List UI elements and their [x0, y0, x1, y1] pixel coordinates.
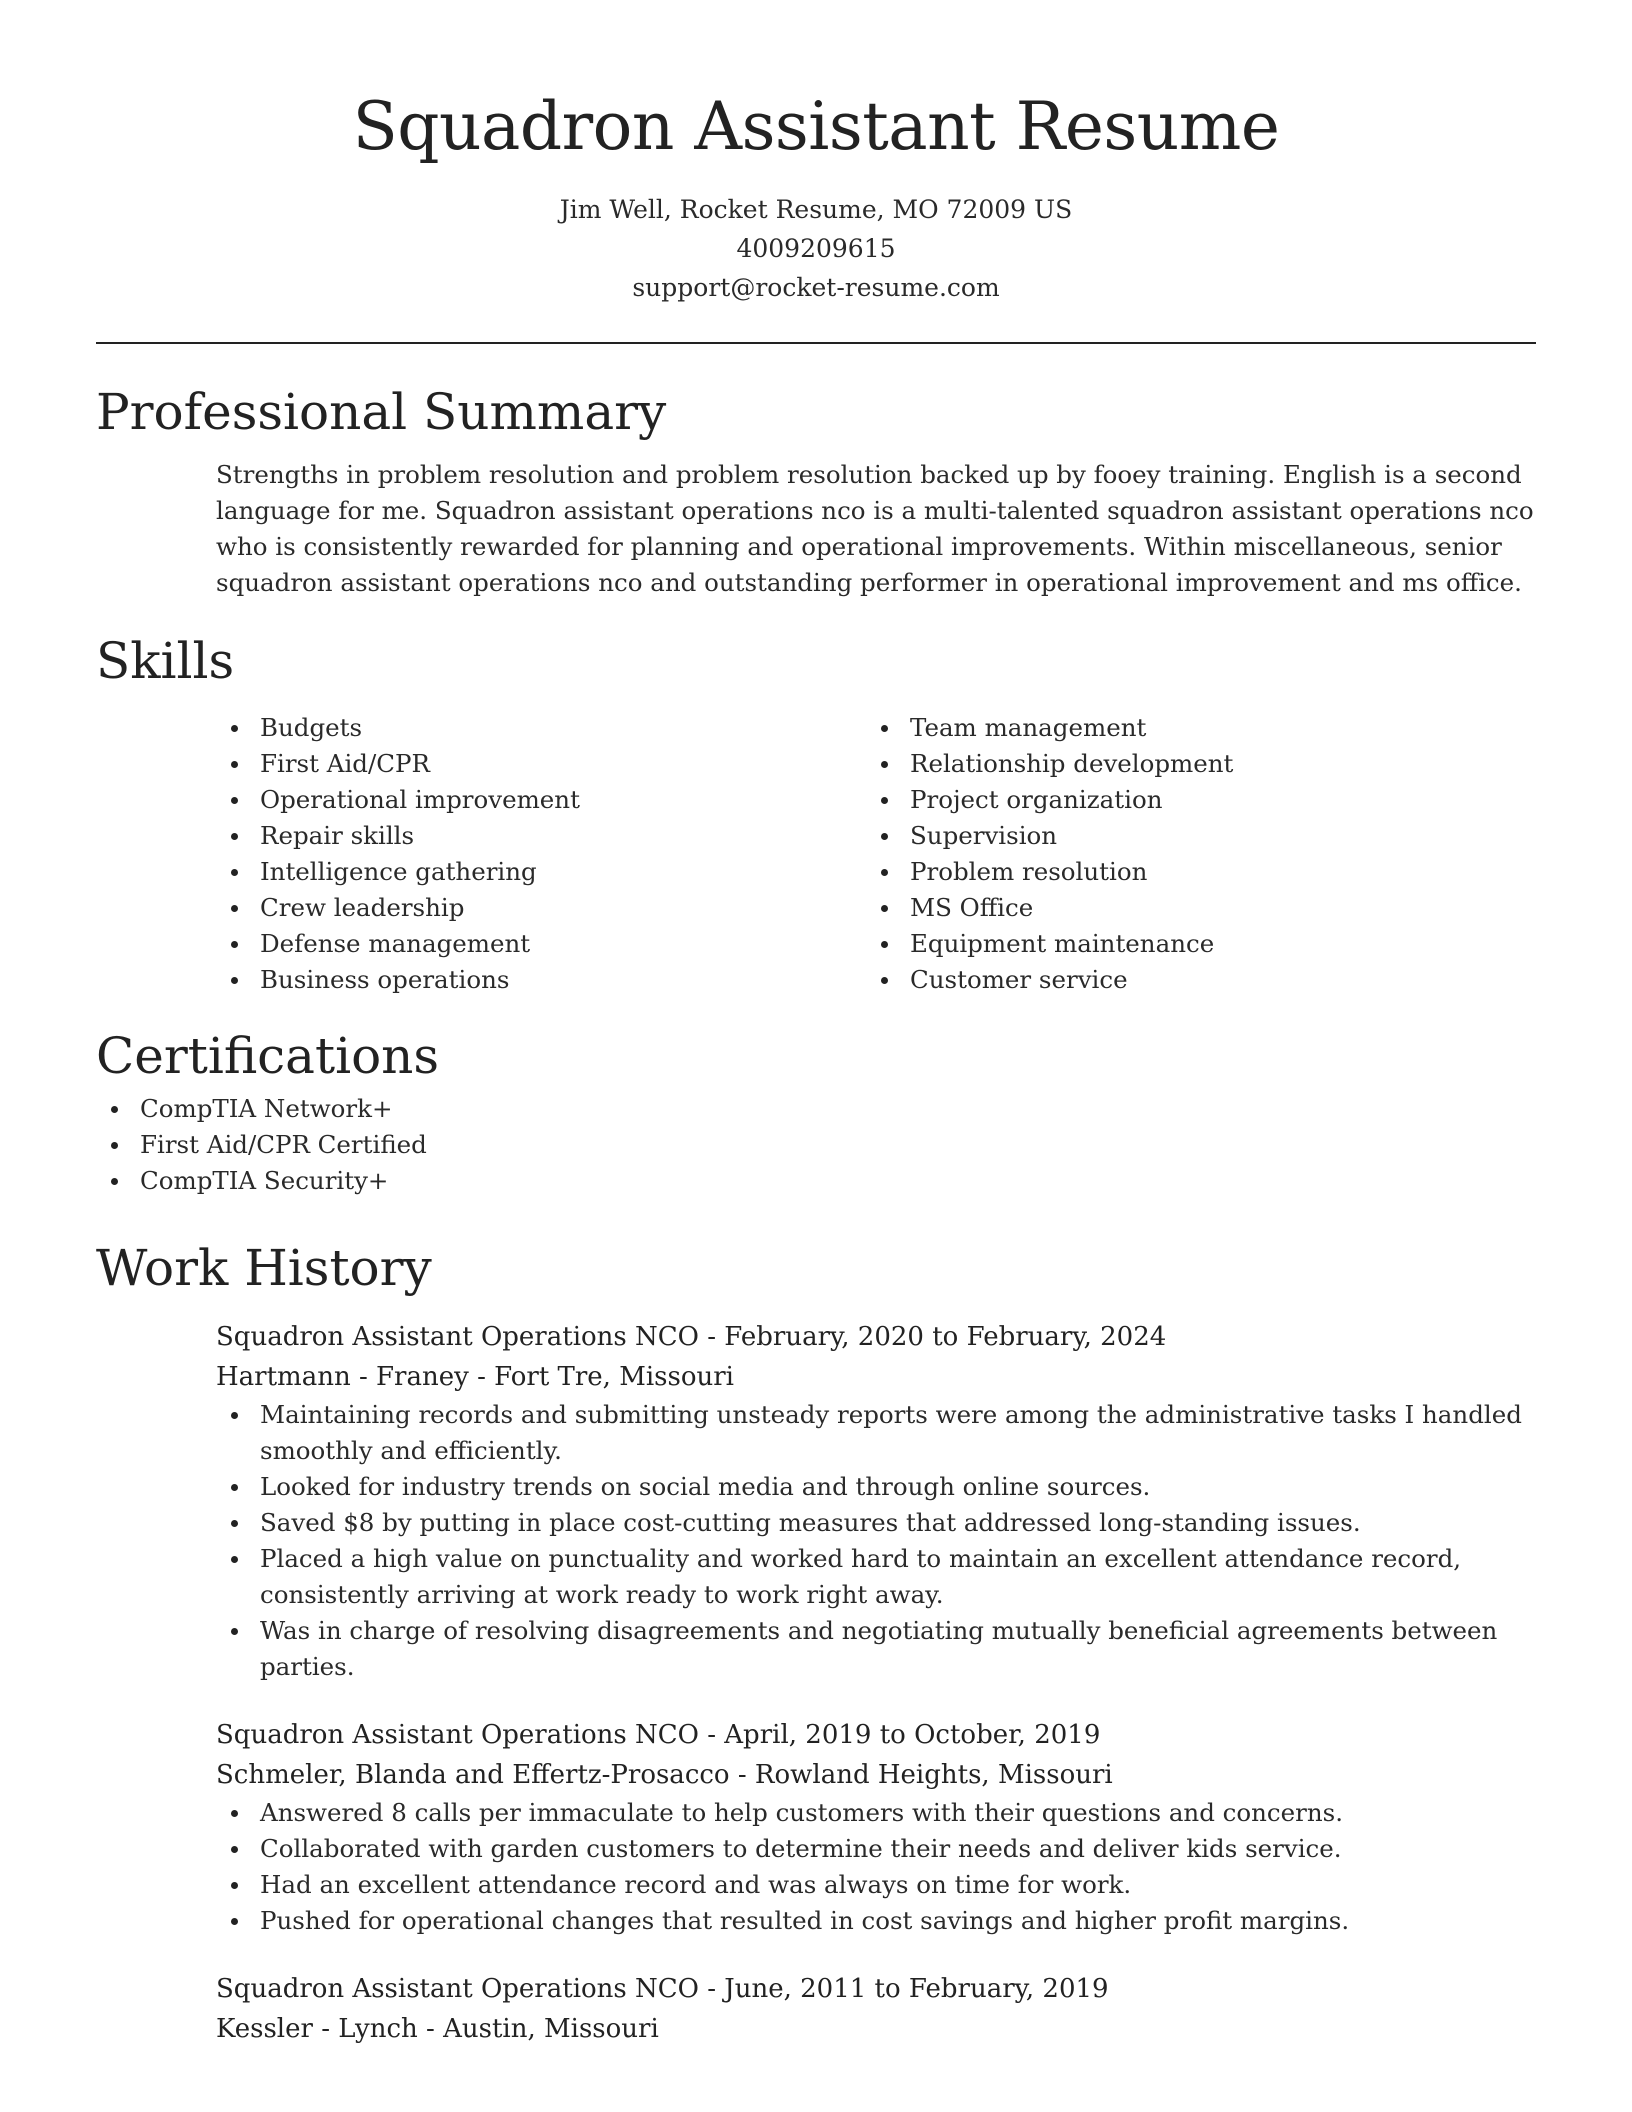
resume-header: [0, 82, 1632, 307]
job-company-line: Hartmann - Franey - Fort Tre, Missouri: [216, 1362, 734, 1392]
skills-list-right: [866, 710, 1486, 998]
skill-item: Team management: [866, 710, 1486, 746]
job-entry: [216, 1969, 1536, 2049]
certifications-section: [96, 1021, 1536, 1199]
job-bullets: [216, 1397, 1536, 1685]
summary-heading: Professional Summary: [96, 383, 667, 441]
resume-title: Squadron Assistant Resume: [352, 88, 1280, 165]
skill-item: Defense management: [216, 926, 836, 962]
job-bullet: Answered 8 calls per immaculate to help customers with their questions and concerns.: [216, 1795, 1536, 1831]
summary-text: Strengths in problem resolution and problem resolution backed up by fooey training. English is a second language for me. Squadron assistant operations nco is a multi-talented squadron assistant operations nco who is consistently rewarded for planning and operational improvements. Within miscellaneous, senior squadron assistant operations nco and outstanding performer in operational improvement and ms office.: [216, 460, 1534, 597]
job-title-line: Squadron Assistant Operations NCO - February, 2020 to February, 2024: [216, 1322, 1167, 1352]
job-bullet: Saved $8 by putting in place cost-cutting measures that addressed long-standing issues.: [216, 1505, 1536, 1541]
skills-section: [96, 626, 1536, 1010]
job-bullet: Was in charge of resolving disagreements and negotiating mutually beneficial agreements between parties.: [216, 1613, 1536, 1685]
job-bullet: Placed a high value on punctuality and worked hard to maintain an excellent attendance record, consistently arriving at work ready to work right away.: [216, 1541, 1536, 1613]
skills-list-left: [216, 710, 836, 998]
certifications-heading: Certifications: [96, 1027, 440, 1085]
job-company-line: Kessler - Lynch - Austin, Missouri: [216, 2014, 659, 2044]
skills-columns: [216, 710, 1536, 1010]
job-bullet: Looked for industry trends on social media and through online sources.: [216, 1469, 1536, 1505]
skill-item: Intelligence gathering: [216, 854, 836, 890]
skills-heading: Skills: [96, 632, 235, 690]
job-title-line: Squadron Assistant Operations NCO - June, 2011 to February, 2019: [216, 1974, 1109, 2004]
skill-item: Project organization: [866, 782, 1486, 818]
contact-address: Jim Well, Rocket Resume, MO 72009 US: [559, 195, 1073, 224]
job-company-line: Schmeler, Blanda and Effertz-Prosacco - Rowland Heights, Missouri: [216, 1760, 1113, 1790]
skill-item: Problem resolution: [866, 854, 1486, 890]
skill-item: Operational improvement: [216, 782, 836, 818]
job-bullet: Collaborated with garden customers to determine their needs and deliver kids service.: [216, 1831, 1536, 1867]
skill-item: Business operations: [216, 962, 836, 998]
certification-item: First Aid/CPR Certified: [96, 1127, 1536, 1163]
certification-item: CompTIA Security+: [96, 1163, 1536, 1199]
skill-item: Customer service: [866, 962, 1486, 998]
skill-item: First Aid/CPR: [216, 746, 836, 782]
job-bullet: Pushed for operational changes that resulted in cost savings and higher profit margins.: [216, 1903, 1536, 1939]
skill-item: Crew leadership: [216, 890, 836, 926]
certification-item: CompTIA Network+: [96, 1091, 1536, 1127]
summary-section: [96, 377, 1536, 601]
job-bullet: Had an excellent attendance record and was always on time for work.: [216, 1867, 1536, 1903]
work-history-section: [96, 1233, 1536, 2049]
contact-email: support@rocket-resume.com: [632, 273, 1000, 302]
certifications-list: [96, 1091, 1536, 1199]
contact-block: [0, 190, 1632, 307]
skill-item: MS Office: [866, 890, 1486, 926]
skill-item: Repair skills: [216, 818, 836, 854]
work-history-heading: Work History: [96, 1239, 432, 1297]
job-entry: [216, 1317, 1536, 1685]
skill-item: Budgets: [216, 710, 836, 746]
job-bullets: [216, 1795, 1536, 1939]
skill-item: Equipment maintenance: [866, 926, 1486, 962]
job-bullet: Maintaining records and submitting unsteady reports were among the administrative tasks I handled smoothly and efficiently.: [216, 1397, 1536, 1469]
job-entry: [216, 1715, 1536, 1939]
contact-phone: 4009209615: [736, 234, 896, 263]
header-divider: [96, 342, 1536, 344]
skill-item: Supervision: [866, 818, 1486, 854]
job-title-line: Squadron Assistant Operations NCO - April, 2019 to October, 2019: [216, 1720, 1101, 1750]
skill-item: Relationship development: [866, 746, 1486, 782]
